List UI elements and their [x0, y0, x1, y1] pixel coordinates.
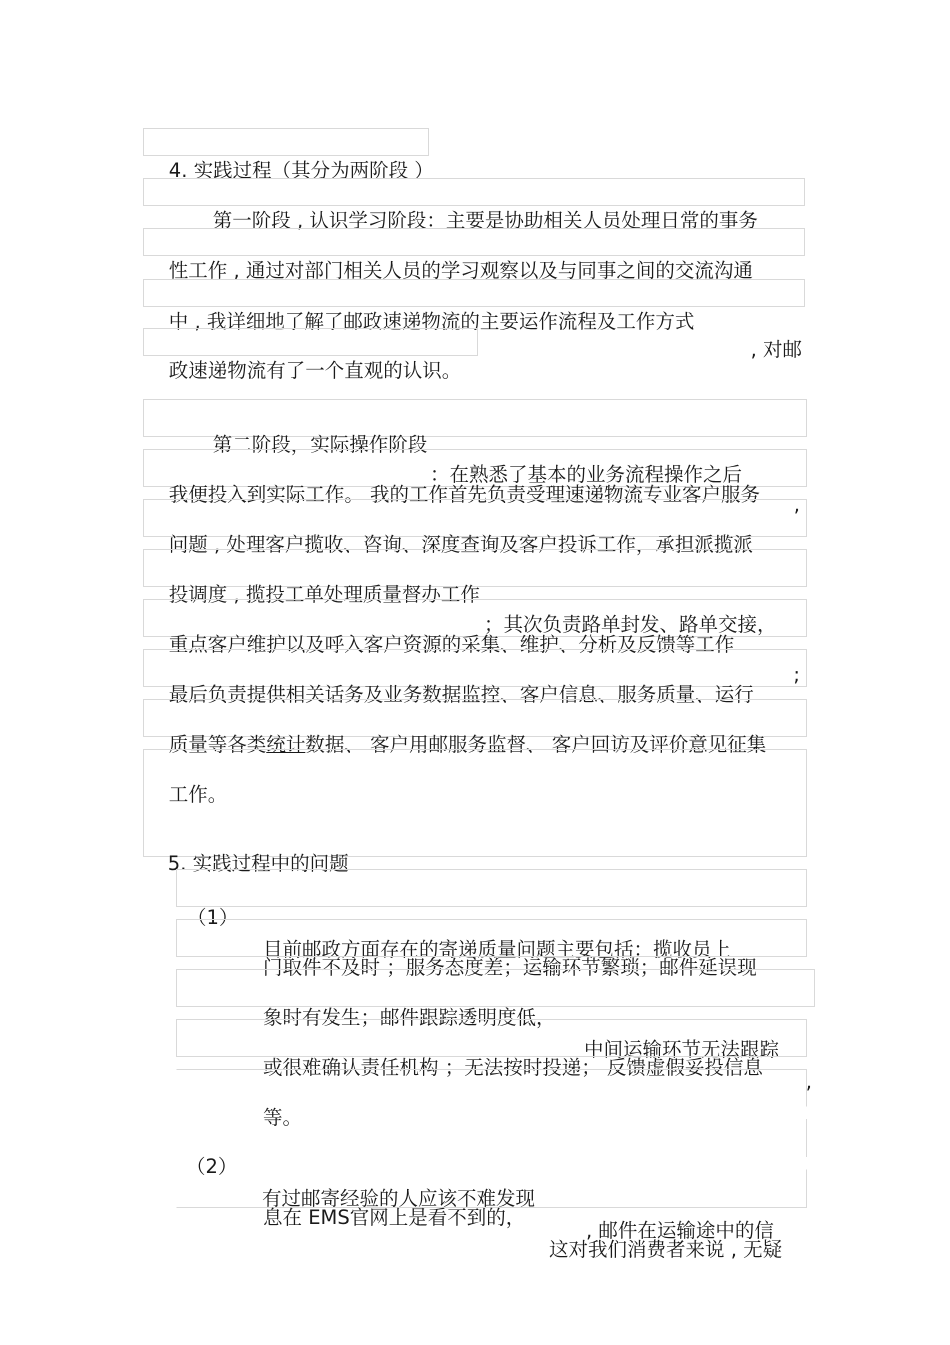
para1-line1: 第一阶段 , 认识学习阶段：主要是协助相关人员处理日常的事务	[143, 178, 805, 206]
item1-line4: 或很难确认责任机构 ；无法按时投递； 反馈虚假妥投信息	[176, 1019, 807, 1057]
item1-line1: （1） 目前邮政方面存在的寄递质量问题主要包括：揽收员上	[176, 869, 807, 907]
item1-line3: 象时有发生；邮件跟踪透明度低， 中间运输环节无法跟踪 ,	[176, 969, 815, 1007]
item2-line2: 息在 EMS官网上是看不到的， 这对我们消费者来说 , 无疑	[176, 1169, 807, 1208]
item1-line2: 门取件不及时 ；服务态度差；运输环节繁琐；邮件延误现	[176, 919, 807, 957]
para2-line5: 重点客户维护以及呼入客户资源的采集、维护、分析及反馈等工作 ;	[143, 599, 807, 637]
para1-line2: 性工作 , 通过对部门相关人员的学习观察以及与同事之间的交流沟通	[143, 228, 805, 256]
section-heading-5	[143, 822, 543, 875]
item2-number: （2）	[186, 1155, 238, 1178]
para2-line6: 最后负责提供相关话务及业务数据监控、客户信息、服务质量、运行	[143, 649, 807, 687]
item2-line1: （2） 有过邮寄经验的人应该不难发现 , 邮件在运输途中的信	[176, 1119, 807, 1157]
para2-line3: 问题 , 处理客户揽收、咨询、深度查询及客户投诉工作，承担派揽派	[143, 499, 807, 537]
para2-line2: 我便投入到实际工作。 我的工作首先负责受理速递物流专业客户服务	[143, 449, 807, 487]
para2-line4: 投调度 , 揽投工单处理质量督办工作 ；其次负责路单封发、路单交接，	[143, 549, 807, 587]
para1-line4: 政速递物流有了一个直观的认识。	[143, 328, 478, 356]
item1-number: （1）	[187, 906, 239, 929]
item1-line5: 等。	[176, 1069, 807, 1107]
section-heading-5-text: 5. 实践过程中的问题	[167, 852, 349, 875]
para2-line8: 工作。	[143, 749, 807, 857]
section-heading-4-text: 4. 实践过程（其分为两阶段 ）	[168, 159, 434, 182]
para2-line1: 第二阶段，实际操作阶段 ：在熟悉了基本的业务流程操作之后 ,	[143, 399, 807, 437]
para1-line3: 中 , 我详细地了解了邮政速递物流的主要运作流程及工作方式 , 对邮	[143, 279, 805, 307]
para2-line7: 质量等各类统计数据、 客户用邮服务监督、 客户回访及评价意见征集	[143, 699, 807, 737]
section-heading-4	[143, 128, 434, 182]
